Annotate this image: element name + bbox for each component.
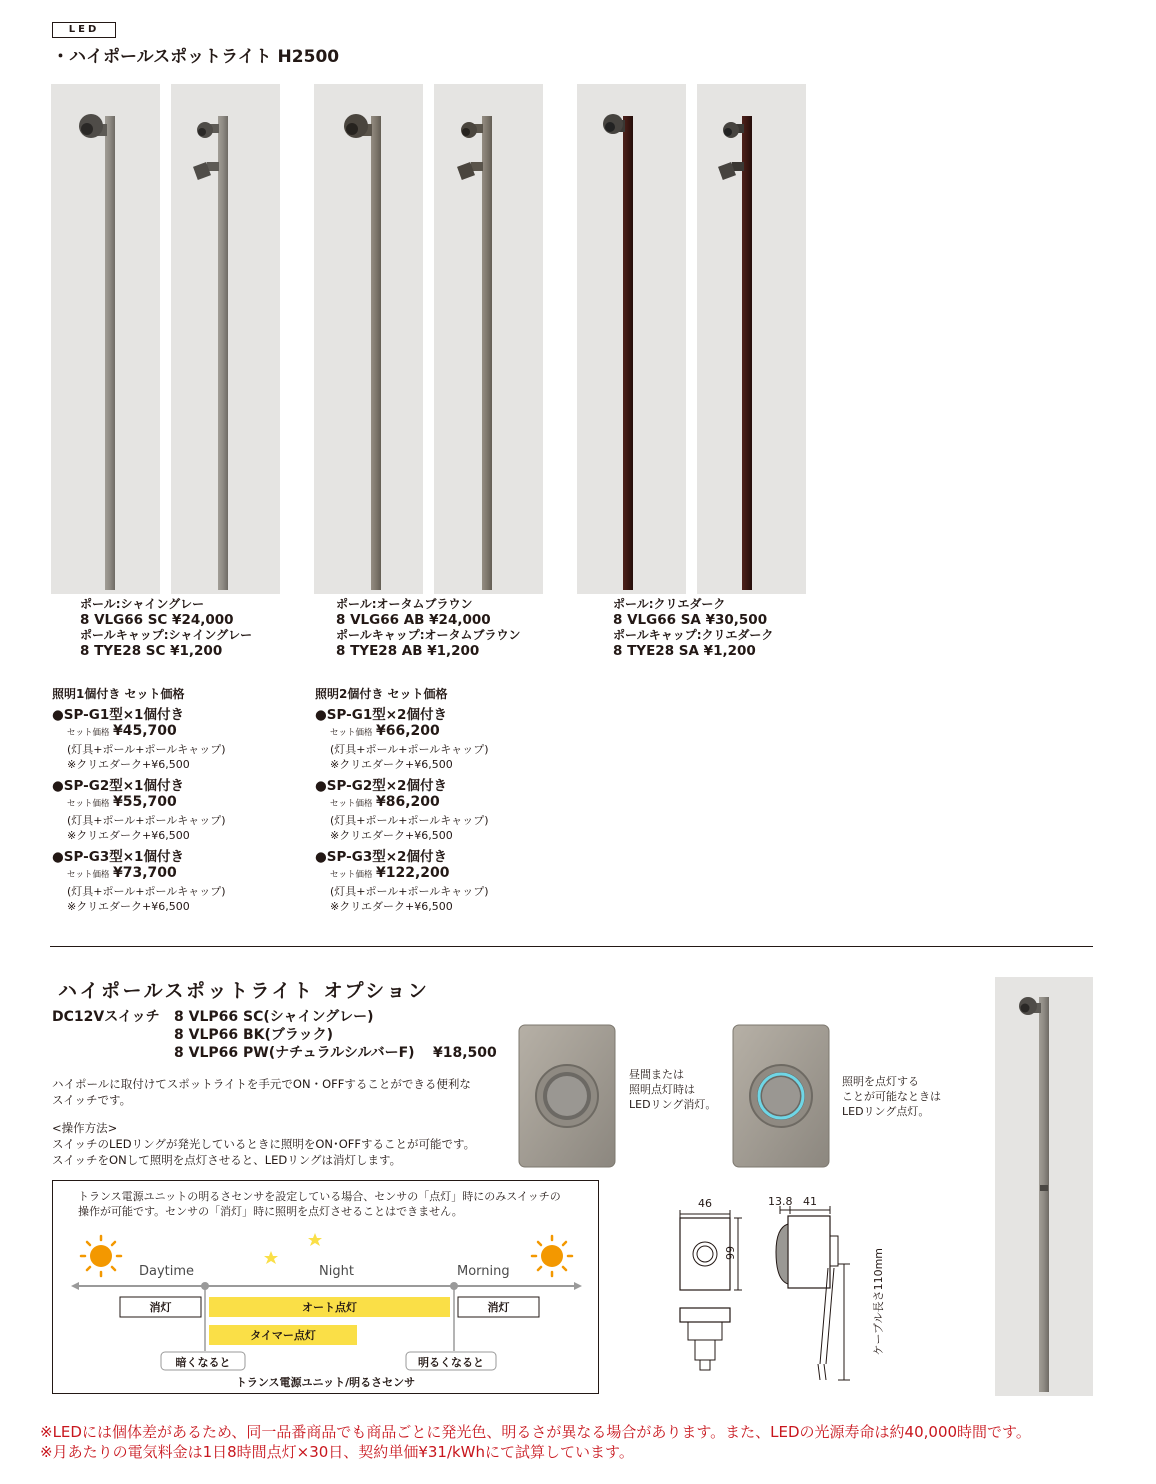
method-line-1: スイッチのLEDリングが発光しているときに照明をON･OFFすることが可能です。 <box>52 1137 476 1151</box>
set-item: ●SP-G3型×1個付き セット価格 ¥73,700 (灯具+ポール+ポールキャップ) ※クリエダーク+¥6,500 <box>52 849 226 913</box>
switch-model-bk: 8 VLP66 BK(ブラック) <box>174 1027 334 1043</box>
pole-double-clear-dark <box>697 84 806 594</box>
cap-price-line: 8 TYE28 SA ¥1,200 <box>613 642 756 659</box>
dimension-drawing <box>668 1194 888 1384</box>
label-off-left: 消灯 <box>149 1301 172 1314</box>
photo-single-autumn-brown <box>314 84 423 594</box>
set-two-heading: 照明2個付き セット価格 <box>315 687 448 701</box>
cap-price-line: 8 TYE28 SC ¥1,200 <box>80 642 223 659</box>
timeline-intro-2: 操作が可能です。センサの「消灯」時に照明を点灯させることはできません。 <box>78 1205 463 1218</box>
method-line-2: スイッチをONして照明を点灯させると、LEDリングは消灯します。 <box>52 1153 402 1167</box>
cap-price-line: 8 TYE28 AB ¥1,200 <box>336 642 480 659</box>
switch-description-2: スイッチです。 <box>52 1093 132 1107</box>
dim-cable-length: ケーブル長さ110mm <box>872 1248 885 1356</box>
switch-ring-off-image <box>517 1023 617 1169</box>
method-heading: <操作方法> <box>52 1121 118 1135</box>
switch-label: DC12Vスイッチ <box>52 1009 160 1025</box>
dim-depth-b: 41 <box>803 1195 817 1208</box>
page-title: ・ハイポールスポットライト H2500 <box>52 47 340 67</box>
pole-double-shining-gray <box>171 84 280 594</box>
set-item: ●SP-G1型×1個付き セット価格 ¥45,700 (灯具+ポール+ポールキャップ) ※クリエダーク+¥6,500 <box>52 707 226 771</box>
set-item: ●SP-G3型×2個付き セット価格 ¥122,200 (灯具+ポール+ポールキャップ) ※クリエダーク+¥6,500 <box>315 849 489 913</box>
caption-clear-dark <box>613 597 773 659</box>
switch-price: ¥18,500 <box>433 1045 497 1061</box>
caption-shining-gray <box>80 597 252 659</box>
timeline-diagram <box>53 1181 598 1393</box>
timeline-caption: トランス電源ユニット/明るさセンサ <box>235 1376 416 1389</box>
switch-on-caption: 照明を点灯する ことが可能なときは LEDリング点灯。 <box>842 1075 941 1118</box>
label-when-bright: 明るくなると <box>418 1356 484 1369</box>
label-when-dark: 暗くなると <box>175 1356 231 1369</box>
option-title: ハイポールスポットライト オプション <box>58 980 430 1002</box>
sensor-timeline-box <box>52 1180 599 1394</box>
dim-depth-a: 13.8 <box>768 1195 793 1208</box>
led-badge: LED <box>52 22 116 38</box>
switch-off-caption: 昼間または 照明点灯時は LEDリング消灯。 <box>629 1068 717 1111</box>
photo-double-autumn-brown <box>434 84 543 594</box>
pole-color-label: ポール:クリエダーク <box>613 597 726 611</box>
pole-price-line: 8 VLG66 AB ¥24,000 <box>336 611 491 628</box>
pole-price-line: 8 VLG66 SC ¥24,000 <box>80 611 234 628</box>
switch-description-1: ハイポールに取付けてスポットライトを手元でON・OFFすることができる便利な <box>52 1077 471 1091</box>
switch-ring-on-image <box>731 1023 831 1169</box>
label-daytime: Daytime <box>139 1264 195 1279</box>
label-timer-on: タイマー点灯 <box>250 1329 316 1342</box>
set-item: ●SP-G1型×2個付き セット価格 ¥66,200 (灯具+ポール+ポールキャップ) ※クリエダーク+¥6,500 <box>315 707 489 771</box>
pole-color-label: ポール:オータムブラウン <box>336 597 473 611</box>
dim-height: 66 <box>723 1246 736 1260</box>
section-divider <box>50 946 1093 947</box>
label-off-right: 消灯 <box>487 1301 510 1314</box>
switch-model-pw: 8 VLP66 PW(ナチュラルシルバーF) <box>174 1045 415 1061</box>
label-auto-on: オート点灯 <box>302 1301 357 1314</box>
caption-autumn-brown <box>336 597 521 659</box>
label-morning: Morning <box>457 1264 510 1279</box>
pole-color-label: ポール:シャイングレー <box>80 597 205 611</box>
sun-icon-right <box>532 1236 572 1276</box>
moon-icon <box>264 1233 322 1272</box>
set-item: ●SP-G2型×2個付き セット価格 ¥86,200 (灯具+ポール+ポールキャップ) ※クリエダーク+¥6,500 <box>315 778 489 842</box>
photo-pole-with-switch <box>995 977 1093 1396</box>
photo-double-clear-dark <box>697 84 806 594</box>
set-one-heading: 照明1個付き セット価格 <box>52 687 185 701</box>
dim-width: 46 <box>698 1197 712 1210</box>
photo-double-shining-gray <box>171 84 280 594</box>
switch-model-sc: 8 VLP66 SC(シャイングレー) <box>174 1009 374 1025</box>
footer-note-2: ※月あたりの電気料金は1日8時間点灯×30日、契約単価¥31/kWhにて試算しています。 <box>40 1443 634 1461</box>
pole-with-switch <box>995 977 1093 1396</box>
set-item: ●SP-G2型×1個付き セット価格 ¥55,700 (灯具+ポール+ポールキャップ) ※クリエダーク+¥6,500 <box>52 778 226 842</box>
timeline-intro-1: トランス電源ユニットの明るさセンサを設定している場合、センサの「点灯」時にのみスイッチの <box>78 1190 561 1203</box>
pole-single-autumn-brown <box>314 84 423 594</box>
sun-icon-left <box>81 1236 121 1276</box>
footer-note-1: ※LEDには個体差があるため、同一品番商品でも商品ごとに発光色、明るさが異なる場合があります。また、LEDの光源寿命は約40,000時間です。 <box>40 1423 1031 1441</box>
cap-color-label: ポールキャップ:クリエダーク <box>613 628 774 642</box>
pole-price-line: 8 VLG66 SA ¥30,500 <box>613 611 768 628</box>
photo-single-clear-dark <box>577 84 686 594</box>
pole-single-clear-dark <box>577 84 686 594</box>
pole-single-shining-gray <box>51 84 160 594</box>
label-night: Night <box>319 1264 354 1279</box>
pole-double-autumn-brown <box>434 84 543 594</box>
cap-color-label: ポールキャップ:シャイングレー <box>80 628 253 642</box>
photo-single-shining-gray <box>51 84 160 594</box>
cap-color-label: ポールキャップ:オータムブラウン <box>336 628 521 642</box>
